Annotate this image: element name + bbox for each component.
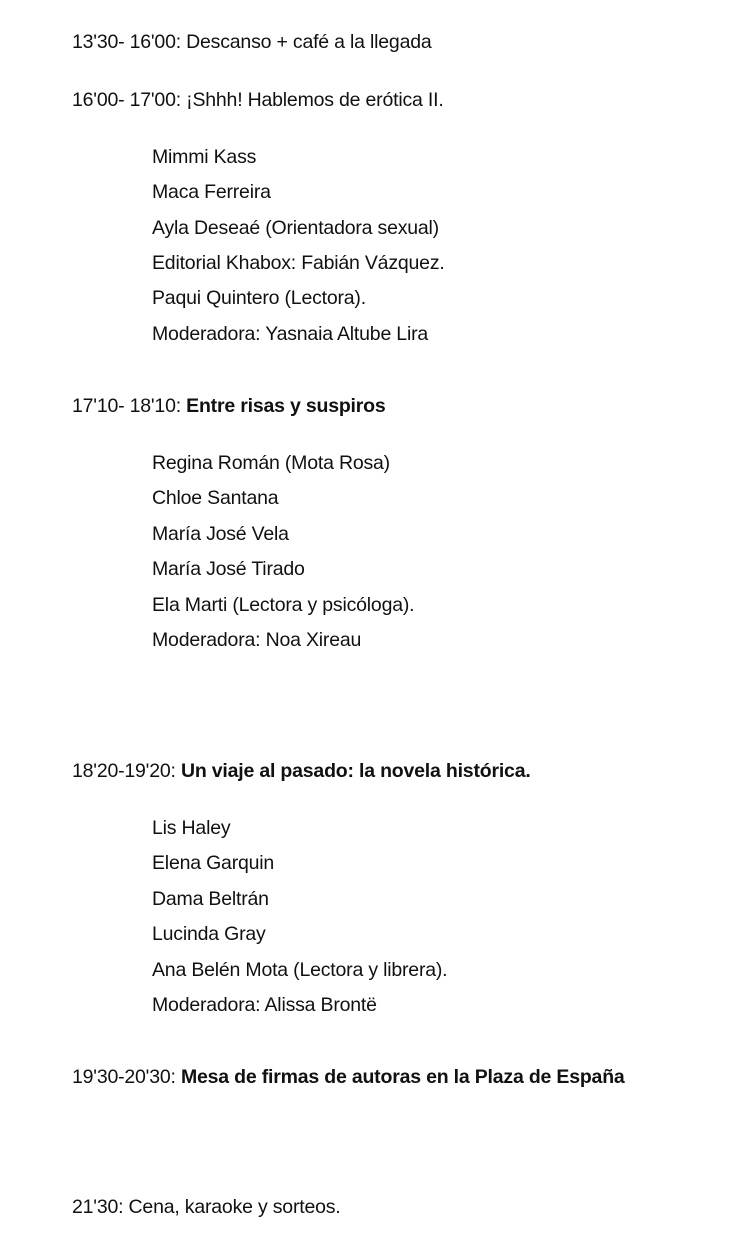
moderator: Moderadora: Yasnaia Altube Lira: [152, 323, 429, 345]
schedule-item-break: [72, 30, 432, 54]
participant: Maca Ferreira: [152, 181, 271, 203]
participant: Mimmi Kass: [152, 146, 257, 168]
item-time: 19'30-20'30:: [72, 1066, 181, 1088]
schedule-item-historica: [72, 759, 531, 783]
participant: Lis Haley: [152, 817, 231, 839]
moderator: Moderadora: Alissa Brontë: [152, 994, 377, 1016]
item-time: 16'00- 17'00:: [72, 89, 187, 111]
item-title: Descanso + café a la llegada: [186, 31, 432, 53]
participant: Paqui Quintero (Lectora).: [152, 287, 366, 309]
participant: Elena Garquin: [152, 852, 275, 874]
moderator: Moderadora: Noa Xireau: [152, 629, 362, 651]
item-title: Mesa de firmas de autoras en la Plaza de España: [180, 1066, 625, 1088]
participant: Ayla Deseaé (Orientadora sexual): [152, 217, 439, 239]
schedule-item-erotica: [72, 88, 444, 112]
participant: Dama Beltrán: [152, 888, 269, 910]
schedule-item-risas: [72, 394, 386, 418]
participant: María José Vela: [152, 523, 289, 545]
item-title: ¡Shhh! Hablemos de erótica II.: [186, 89, 444, 111]
item-title: Cena, karaoke y sorteos.: [128, 1196, 341, 1218]
item-time: 13'30- 16'00:: [72, 31, 187, 53]
schedule-item-firmas: [72, 1065, 625, 1089]
participant: Regina Román (Mota Rosa): [152, 452, 390, 474]
schedule-item-cena: [72, 1195, 341, 1219]
item-title: Entre risas y suspiros: [186, 395, 386, 417]
item-time: 21'30:: [72, 1196, 129, 1218]
item-title: Un viaje al pasado: la novela histórica.: [180, 760, 531, 782]
item-time: 18'20-19'20:: [72, 760, 181, 782]
participant: Chloe Santana: [152, 487, 279, 509]
participant: Ela Marti (Lectora y psicóloga).: [152, 594, 415, 616]
item-time: 17'10- 18'10:: [72, 395, 187, 417]
participant: Editorial Khabox: Fabián Vázquez.: [152, 252, 445, 274]
participant: Ana Belén Mota (Lectora y librera).: [152, 959, 448, 981]
participant: María José Tirado: [152, 558, 305, 580]
participant: Lucinda Gray: [152, 923, 266, 945]
